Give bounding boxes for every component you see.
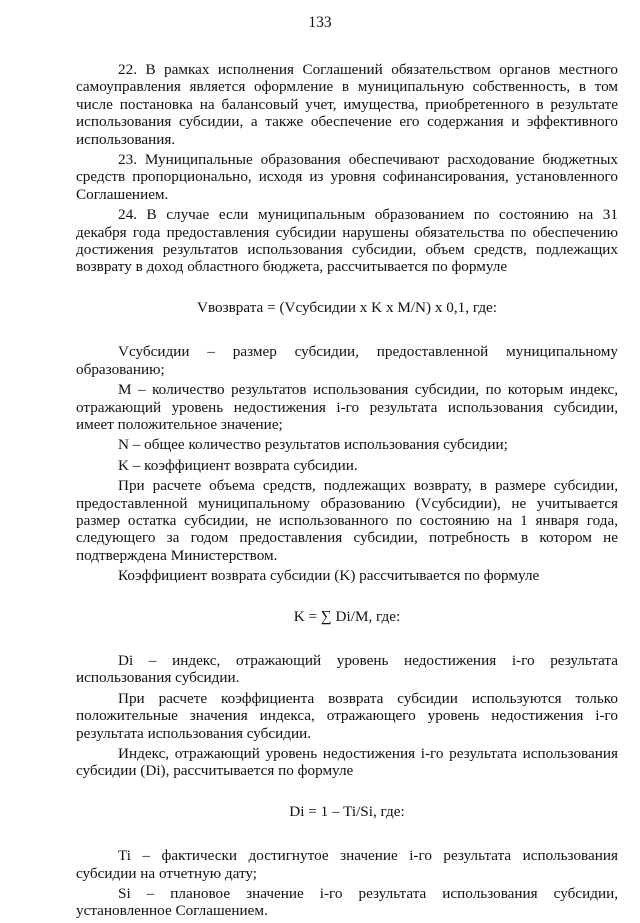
formula-k: K = ∑ Di/M, где:	[293, 607, 401, 625]
page-number: 133	[308, 14, 332, 31]
definition-m: M – количество результатов использования субсидии, по которым индекс, отражающий уровень недостижения i-го результата использования субсидии, имеет положительное значение;	[76, 381, 618, 433]
definition-v-subsidy: Vсубсидии – размер субсидии, предоставленной муниципальному образованию;	[76, 343, 618, 378]
definition-k: K – коэффициент возврата субсидии.	[118, 456, 358, 474]
formula-refund-volume: Vвозврата = (Vсубсидии x K x M/N) x 0,1, где:	[196, 298, 498, 316]
definition-di: Di – индекс, отражающий уровень недостижения i-го результата использования субсидии.	[76, 651, 618, 687]
formula-di: Di = 1 – Ti/Si, где:	[289, 802, 405, 820]
paragraph-di-formula-intro: Индекс, отражающий уровень недостижения i-го результата использования субсидии (Di), рассчитывается по формуле	[76, 745, 618, 780]
definition-n: N – общее количество результатов использования субсидии;	[118, 436, 508, 454]
paragraph-22-municipal-property: 22. В рамках исполнения Соглашений обязательством органов местного самоуправления является оформление в муниципальную собственность, в том числе постановка на балансовый учет, имущества, приобретенного в результате использования субсидии, а также обеспечение его содержания и эффективного использования.	[76, 61, 618, 148]
paragraph-23-budget-spending: 23. Муниципальные образования обеспечивают расходование бюджетных средств пропорционально, исходя из уровня софинансирования, установленного Соглашением.	[76, 151, 618, 203]
paragraph-24-refund-rule: 24. В случае если муниципальным образованием по состоянию на 31 декабря года предоставления субсидии нарушены обязательства по обеспечению достижения результатов использования субсидии, объем средств, подлежащих возврату в доход областного бюджета, рассчитывается по формуле	[76, 206, 618, 276]
paragraph-positive-values-note: При расчете коэффициента возврата субсидии используются только положительные значения индекса, отражающего уровень недостижения i-го результата использования субсидии.	[76, 689, 618, 742]
paragraph-k-formula-intro: Коэффициент возврата субсидии (K) рассчитывается по формуле	[118, 567, 540, 585]
definition-ti: Ti – фактически достигнутое значение i-го результата использования субсидии на отчетную дату;	[76, 847, 618, 882]
document-body	[76, 61, 618, 923]
definition-si: Si – плановое значение i-го результата использования субсидии, установленное Соглашением.	[76, 885, 618, 920]
paragraph-refund-calculation-note: При расчете объема средств, подлежащих возврату, в размере субсидии, предоставленной муниципальному образованию (Vсубсидии), не учитывается размер остатка субсидии, не использованного по состоянию на 1 января года, следующего за годом предоставления субсидии, потребность в котором не подтверждена Министерством.	[76, 477, 618, 564]
